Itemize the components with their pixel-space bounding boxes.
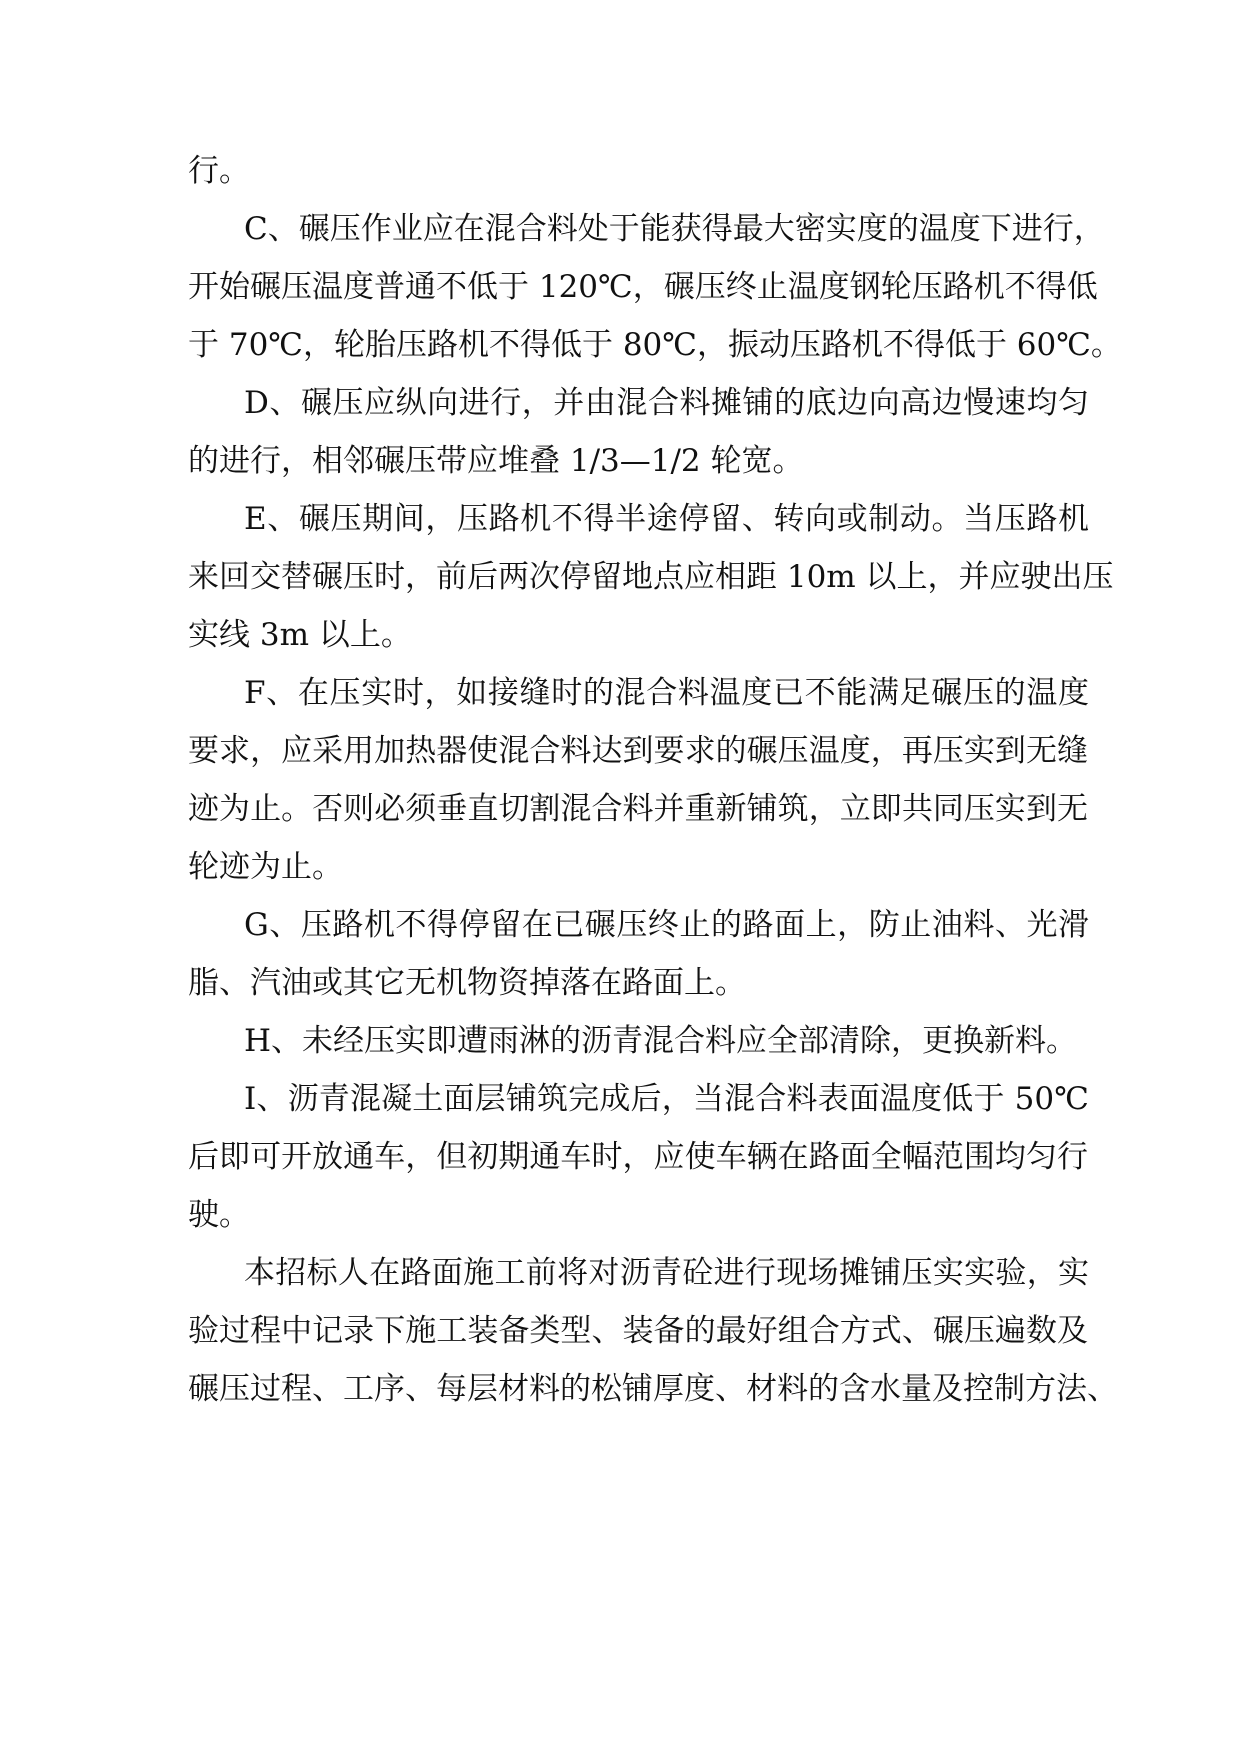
text-line-19: 驶。 — [188, 1197, 250, 1233]
text-line-16: H、未经压实即遭雨淋的沥青混合料应全部清除，更换新料。 — [244, 1023, 1078, 1059]
text-line-20: 本招标人在路面施工前将对沥青砼进行现场摊铺压实实验，实 — [244, 1255, 1089, 1291]
text-line-13: 轮迹为止。 — [188, 849, 343, 885]
text-line-7: E、碾压期间，压路机不得半途停留、转向或制动。当压路机 — [244, 501, 1089, 537]
text-line-1: 行。 — [188, 153, 250, 189]
text-line-5: D、碾压应纵向进行，并由混合料摊铺的底边向高边慢速均匀 — [244, 385, 1089, 421]
text-line-21: 验过程中记录下施工装备类型、装备的最好组合方式、碾压遍数及 — [188, 1313, 1088, 1349]
text-line-22: 碾压过程、工序、每层材料的松铺厚度、材料的含水量及控制方法、 — [188, 1371, 1118, 1407]
text-line-12: 迹为止。否则必须垂直切割混合料并重新铺筑，立即共同压实到无 — [188, 791, 1088, 827]
text-line-15: 脂、汽油或其它无机物资掉落在路面上。 — [188, 965, 746, 1001]
text-line-11: 要求，应采用加热器使混合料达到要求的碾压温度，再压实到无缝 — [188, 733, 1088, 769]
text-line-8: 来回交替碾压时，前后两次停留地点应相距 10m 以上，并应驶出压 — [188, 559, 1114, 595]
text-line-10: F、在压实时，如接缝时的混合料温度已不能满足碾压的温度 — [244, 675, 1089, 711]
text-line-17: I、沥青混凝土面层铺筑完成后，当混合料表面温度低于 50℃ — [244, 1081, 1089, 1117]
text-line-4: 于 70℃，轮胎压路机不得低于 80℃，振动压路机不得低于 60℃。 — [188, 327, 1122, 363]
text-line-9: 实线 3m 以上。 — [188, 617, 412, 653]
text-line-14: G、压路机不得停留在已碾压终止的路面上，防止油料、光滑 — [244, 907, 1089, 943]
text-line-18: 后即可开放通车，但初期通车时，应使车辆在路面全幅范围均匀行 — [188, 1139, 1088, 1175]
text-line-6: 的进行，相邻碾压带应堆叠 1/3—1/2 轮宽。 — [188, 443, 804, 479]
text-line-2: C、碾压作业应在混合料处于能获得最大密实度的温度下进行， — [244, 211, 1105, 247]
text-line-3: 开始碾压温度普通不低于 120℃，碾压终止温度钢轮压路机不得低 — [188, 269, 1098, 305]
